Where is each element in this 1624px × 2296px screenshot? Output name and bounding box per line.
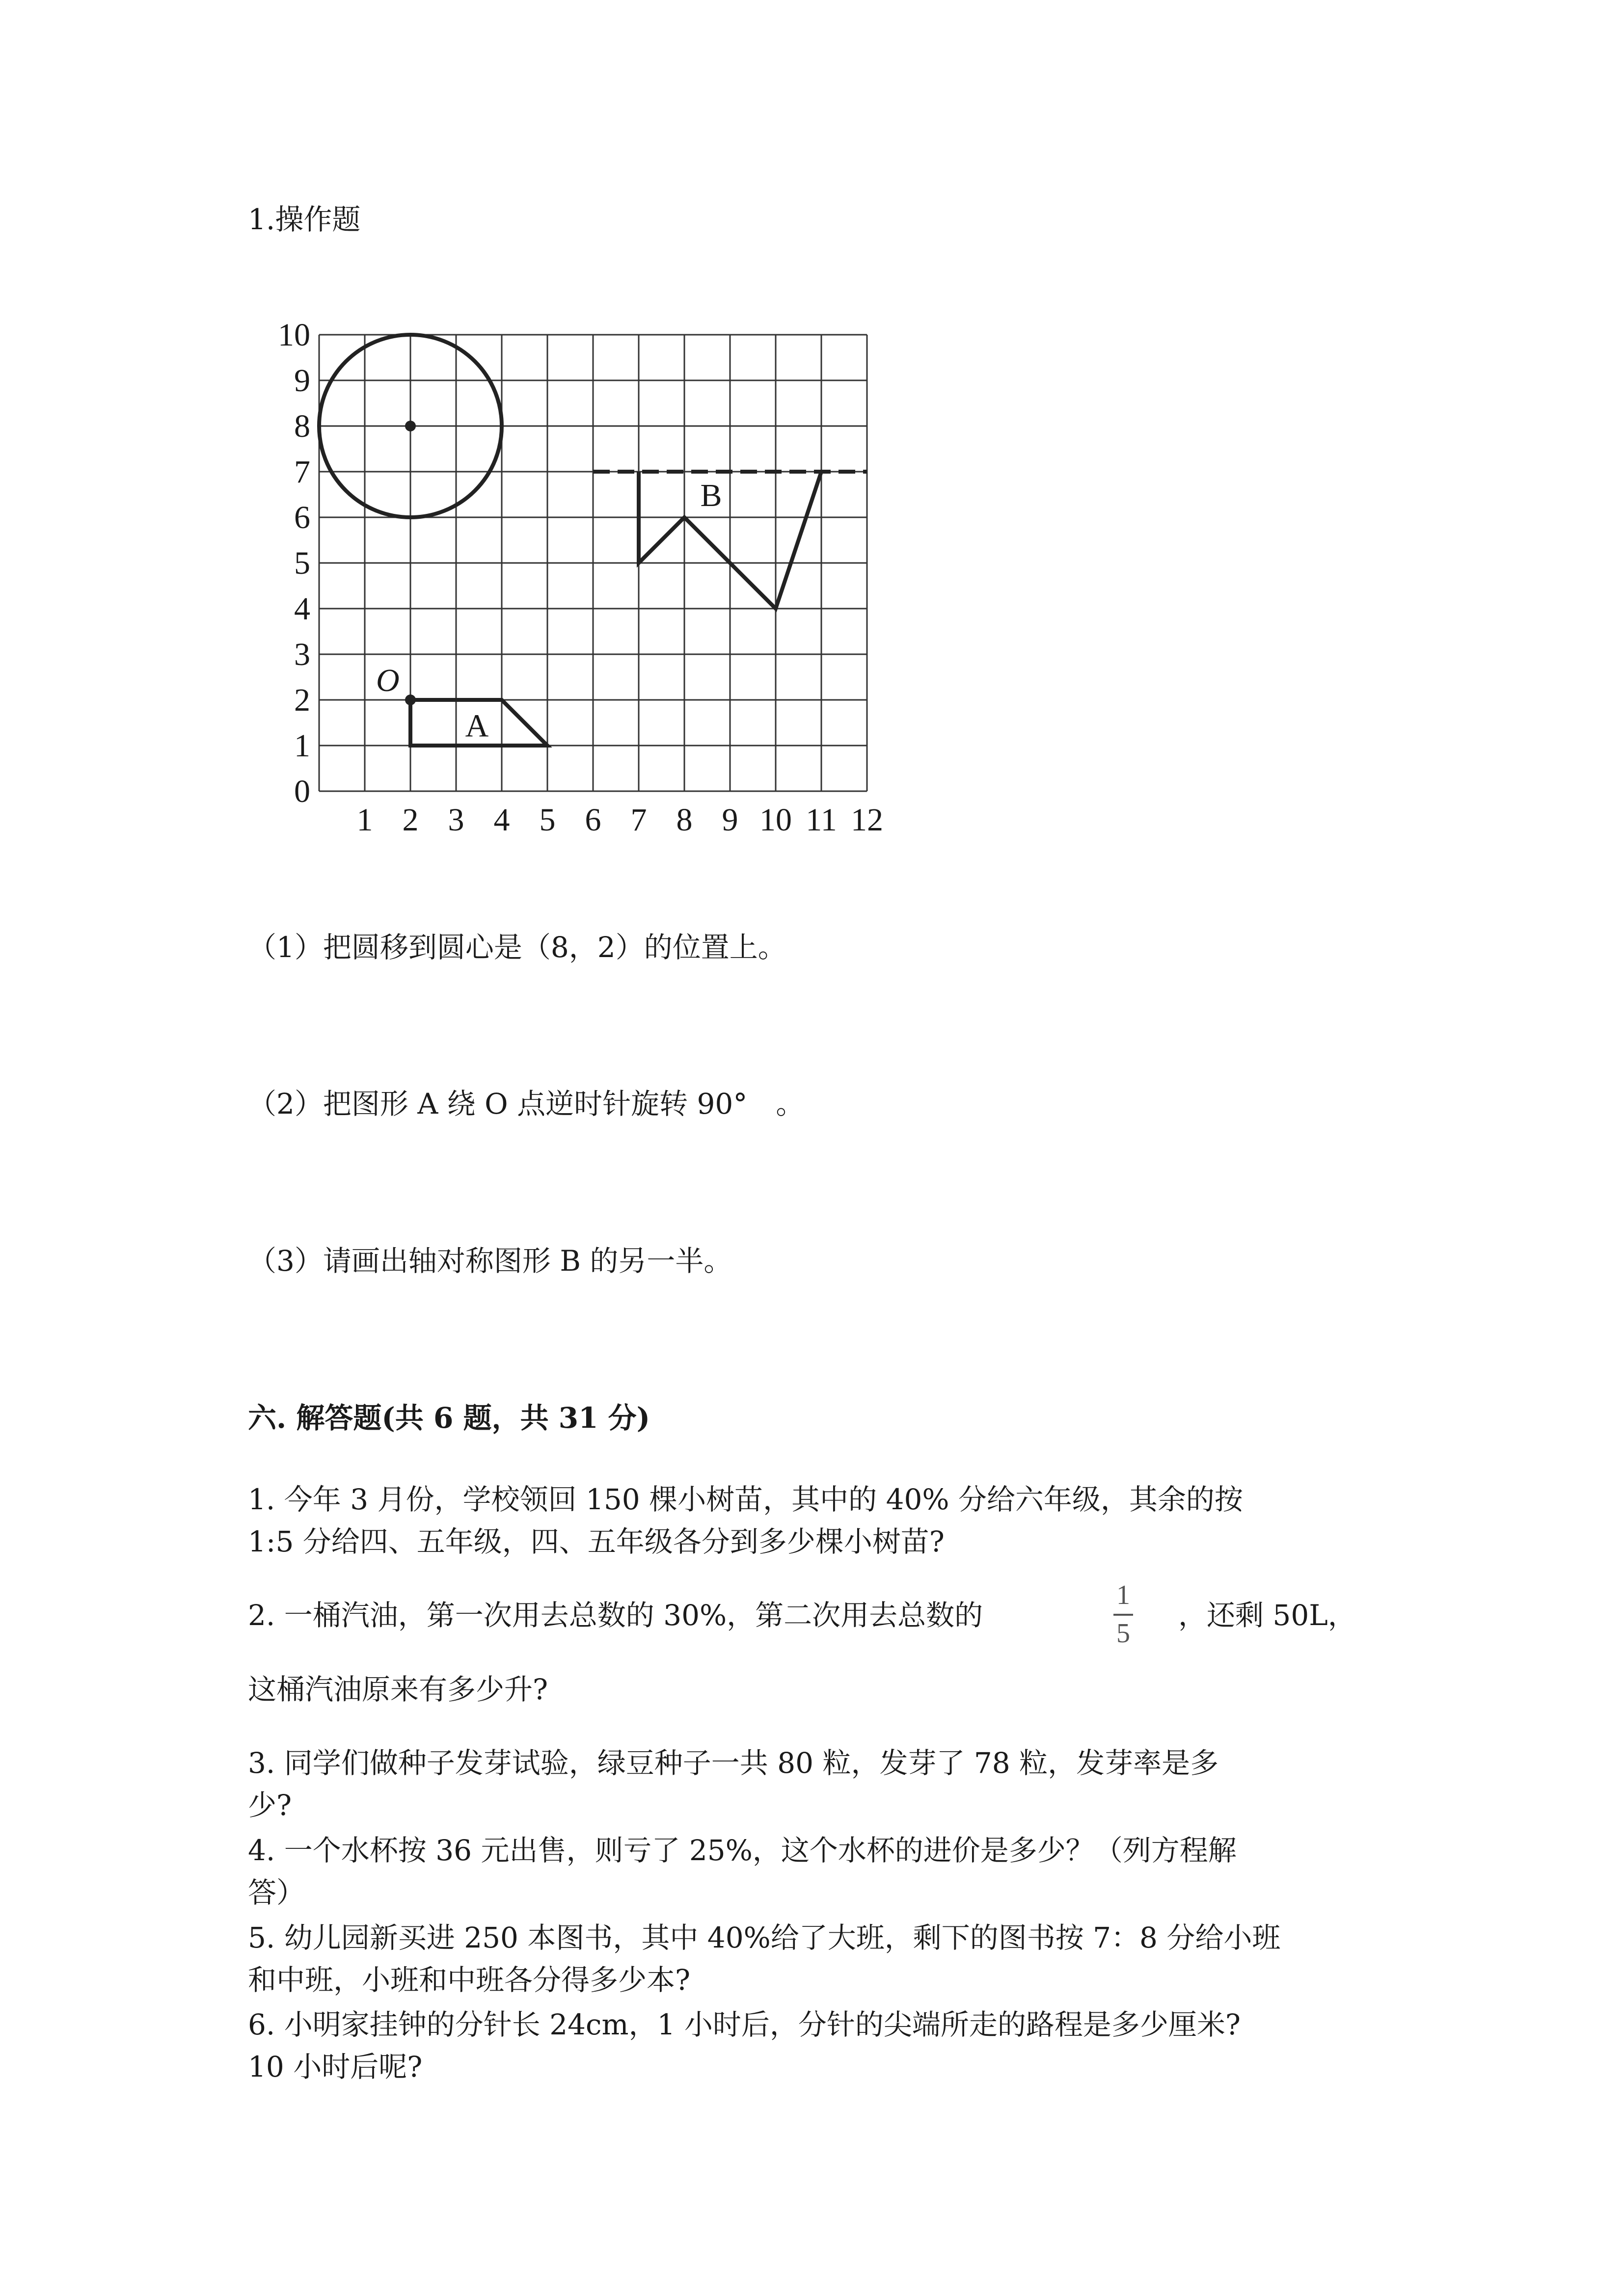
- y-tick-label: 1: [294, 728, 310, 764]
- grid-lines: [319, 335, 867, 791]
- problem-1-line1: 1. 今年 3 月份，学校领回 150 棵小树苗，其中的 40% 分给六年级，其余的按: [248, 1483, 1243, 1516]
- circle-center-dot: [405, 421, 416, 431]
- y-tick-label: 5: [294, 545, 310, 581]
- x-tick-label: 10: [759, 802, 792, 838]
- x-tick-label: 11: [806, 802, 837, 838]
- problem-5-line2: 和中班，小班和中班各分得多少本?: [248, 1963, 691, 1997]
- problem-2-line2: 这桶汽油原来有多少升?: [248, 1673, 548, 1706]
- problem-2-line1-after: ，还剩 50L，: [1178, 1599, 1356, 1632]
- x-tick-label: 9: [722, 802, 738, 838]
- fraction-bar: [1113, 1614, 1133, 1616]
- section6-title: 六. 解答题(共 6 题，共 31 分): [248, 1401, 650, 1435]
- problem-1-line2: 1:5 分给四、五年级，四、五年级各分到多少棵小树苗?: [248, 1525, 945, 1558]
- problem-3-line1: 3. 同学们做种子发芽试验，绿豆种子一共 80 粒，发芽了 78 粒，发芽率是多: [248, 1746, 1219, 1780]
- y-tick-label: 2: [294, 682, 310, 718]
- coordinate-grid-figure: [255, 314, 893, 854]
- x-tick-label: 8: [676, 802, 693, 838]
- problem-4-line1: 4. 一个水杯按 36 元出售，则亏了 25%，这个水杯的进价是多少？（列方程解: [248, 1834, 1237, 1867]
- x-tick-label: 12: [851, 802, 883, 838]
- x-tick-label: 4: [493, 802, 510, 838]
- origin-point: [405, 694, 416, 705]
- shape-b-label: B: [700, 477, 722, 513]
- x-tick-label: 1: [356, 802, 373, 838]
- fraction-denominator: 5: [1116, 1618, 1130, 1649]
- question-1-2: （2）把图形 A 绕 O 点逆时针旋转 90° 。: [248, 1087, 805, 1121]
- y-tick-label: 10: [278, 317, 310, 353]
- fraction-numerator: 1: [1116, 1580, 1130, 1610]
- x-tick-label: 3: [448, 802, 464, 838]
- x-tick-label: 5: [539, 802, 556, 838]
- problem-6-line2: 10 小时后呢?: [248, 2050, 423, 2083]
- y-tick-label: 0: [294, 774, 310, 809]
- problem-4-line2: 答）: [248, 1876, 305, 1909]
- y-tick-label: 7: [294, 454, 310, 490]
- shape-a-label: A: [465, 708, 489, 744]
- problem-6-line1: 6. 小明家挂钟的分针长 24cm，1 小时后，分针的尖端所走的路程是多少厘米?: [248, 2008, 1241, 2041]
- question-1-1: （1）把圆移到圆心是（8，2）的位置上。: [248, 931, 786, 964]
- x-tick-label: 6: [585, 802, 601, 838]
- origin-label: O: [376, 663, 400, 698]
- problem-5-line1: 5. 幼儿园新买进 250 本图书，其中 40%给了大班，剩下的图书按 7：8 分给小班: [248, 1921, 1281, 1954]
- fraction-one-fifth: [1099, 1580, 1148, 1654]
- y-tick-label: 8: [294, 408, 310, 444]
- y-axis-ticks: [278, 317, 310, 809]
- y-tick-label: 9: [294, 363, 310, 399]
- x-tick-label: 7: [630, 802, 647, 838]
- y-tick-label: 6: [294, 500, 310, 535]
- y-tick-label: 3: [294, 637, 310, 672]
- problem-2-line1-before: 2. 一桶汽油，第一次用去总数的 30%，第二次用去总数的: [248, 1599, 983, 1632]
- problem-3-line2: 少?: [248, 1789, 292, 1822]
- question-1-3: （3）请画出轴对称图形 B 的另一半。: [248, 1244, 732, 1278]
- y-tick-label: 4: [294, 591, 310, 627]
- section1-title: 1.操作题: [248, 203, 361, 236]
- x-axis-ticks: [357, 802, 884, 838]
- x-tick-label: 2: [402, 802, 419, 838]
